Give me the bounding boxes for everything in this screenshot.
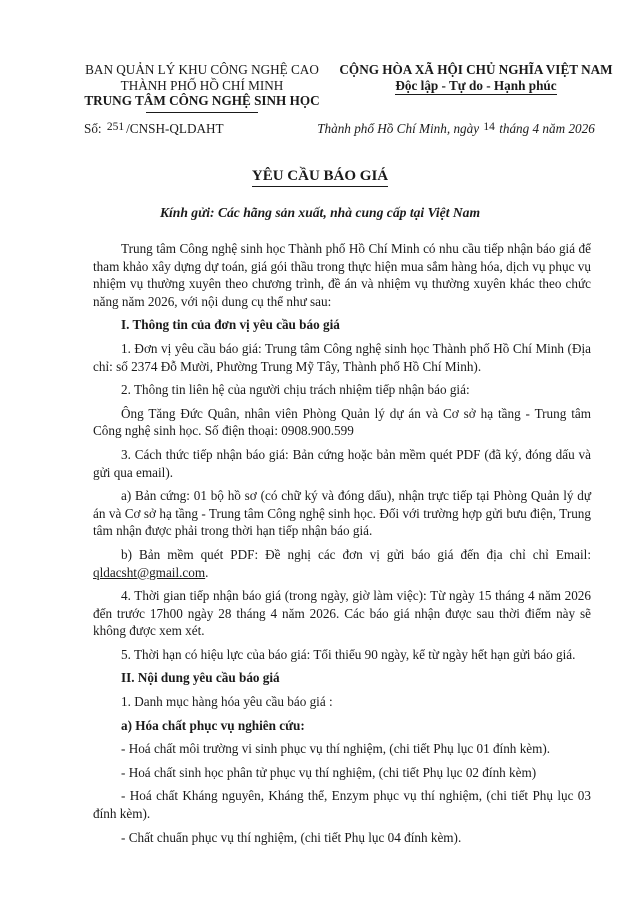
issuer-header xyxy=(66,62,338,113)
section-1-item-4: 4. Thời gian tiếp nhận báo giá (trong ngày, giờ làm việc): Từ ngày 15 tháng 4 năm 2026 đến trước 17h00 ngày 28 tháng 4 năm 2026. Các báo giá nhận được sau thời điểm này sẽ không được xem xét. xyxy=(93,588,591,639)
date-prefix: Thành phố Hồ Chí Minh, ngày xyxy=(317,121,480,136)
document-title: YÊU CẦU BÁO GIÁ xyxy=(0,168,640,187)
document-body xyxy=(93,240,591,852)
addressee: Kính gửi: Các hãng sản xuất, nhà cung cấp tại Việt Nam xyxy=(159,205,481,220)
issuer-divider xyxy=(146,112,258,113)
section-1-item-1: 1. Đơn vị yêu cầu báo giá: Trung tâm Công nghệ sinh học Thành phố Hồ Chí Minh (Địa chỉ: số 2374 Đỗ Mười, Phường Trung Mỹ Tây, Thành phố Hồ Chí Minh). xyxy=(93,340,591,374)
section-1-item-3b xyxy=(93,546,591,581)
section-1-heading: I. Thông tin của đơn vị yêu cầu báo giá xyxy=(121,317,340,333)
contact-email-link[interactable]: qldacsht@gmail.com xyxy=(93,564,206,580)
subsection-a-heading: a) Hóa chất phục vụ nghiên cứu: xyxy=(121,717,305,733)
issuer-line-3: TRUNG TÂM CÔNG NGHỆ SINH HỌC xyxy=(84,93,320,108)
list-item: - Hoá chất Kháng nguyên, Kháng thể, Enzym phục vụ thí nghiệm, (chi tiết Phụ lục 03 đính kèm). xyxy=(93,788,591,822)
list-item: - Hoá chất môi trường vi sinh phục vụ thí nghiệm, (chi tiết Phụ lục 01 đính kèm). xyxy=(121,741,551,757)
section-2-heading: II. Nội dung yêu cầu báo giá xyxy=(121,670,280,686)
issuer-line-1: BAN QUẢN LÝ KHU CÔNG NGHỆ CAO xyxy=(85,62,319,77)
section-1-item-2: 2. Thông tin liên hệ của người chịu trách nhiệm tiếp nhận báo giá: xyxy=(121,382,470,398)
issuer-line-2: THÀNH PHỐ HỒ CHÍ MINH xyxy=(120,77,284,93)
item-3b-text: b) Bản mềm quét PDF: Đề nghị các đơn vị gửi báo giá đến địa chỉ chỉ Email: xyxy=(121,546,591,562)
document-date xyxy=(300,121,612,137)
list-item: - Hoá chất sinh học phân tử phục vụ thí nghiệm, (chi tiết Phụ lục 02 đính kèm) xyxy=(121,764,537,780)
document-number xyxy=(84,121,224,137)
section-1-item-3a: a) Bản cứng: 01 bộ hồ sơ (có chữ ký và đóng dấu), nhận trực tiếp tại Phòng Quản lý dự án và Cơ sở hạ tầng - Trung tâm Công nghệ sinh học. Đối với trường hợp gửi bưu điện, Trung tâm nhận được phải trong thời hạn tiếp nhận báo giá. xyxy=(93,488,591,539)
number-suffix: /CNSH-QLDAHT xyxy=(126,121,224,136)
intro-paragraph: Trung tâm Công nghệ sinh học Thành phố Hồ Chí Minh có nhu cầu tiếp nhận báo giá để tham khảo xây dựng dự toán, giá gói thầu trong thực hiện mua sắm hàng hóa, dịch vụ phục vụ nhiệm vụ thường xuyên theo chương trình, đề án và nhiệm vụ thường xuyên khác theo chức năng năm 2026, với nội dung cụ thể như sau: xyxy=(93,241,591,309)
number-value: 251 xyxy=(106,121,125,133)
number-prefix: Số: xyxy=(84,121,102,136)
date-suffix: tháng 4 năm 2026 xyxy=(499,121,595,136)
section-2-item-1: 1. Danh mục hàng hóa yêu cầu báo giá : xyxy=(121,694,333,710)
nation-title: CỘNG HÒA XÃ HỘI CHỦ NGHĨA VIỆT NAM xyxy=(339,62,613,77)
date-day: 14 xyxy=(483,121,495,133)
section-1-item-5: 5. Thời hạn có hiệu lực của báo giá: Tối thiểu 90 ngày, kể từ ngày hết hạn gửi báo giá. xyxy=(121,646,576,662)
section-1-item-3: 3. Cách thức tiếp nhận báo giá: Bản cứng hoặc bản mềm quét PDF (đã ký, đóng dấu và gửi qua email). xyxy=(93,446,591,480)
contact-person: Ông Tăng Đức Quân, nhân viên Phòng Quản lý dự án và Cơ sở hạ tầng - Trung tâm Công nghệ sinh học. Số điện thoại: 0908.900.599 xyxy=(93,405,591,439)
list-item: - Chất chuẩn phục vụ thí nghiệm, (chi tiết Phụ lục 04 đính kèm). xyxy=(121,829,462,845)
item-3b-end: . xyxy=(205,564,209,580)
nation-motto: Độc lập - Tự do - Hạnh phúc xyxy=(395,78,556,96)
national-header xyxy=(322,62,630,95)
